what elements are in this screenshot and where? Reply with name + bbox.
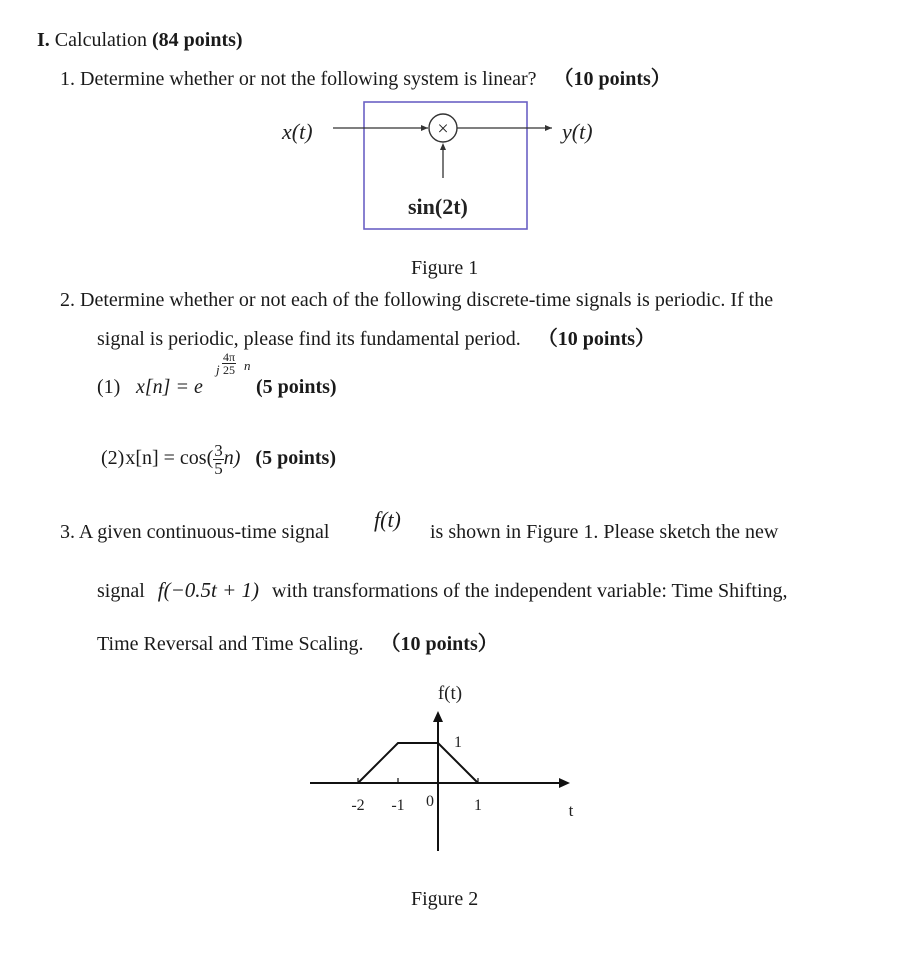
- x-axis-arrowhead: [559, 778, 570, 788]
- q2-points: （10 points）: [537, 328, 656, 350]
- q2-text-1: Determine whether or not each of the following discrete-time signals is periodic. If the: [80, 289, 774, 311]
- q2-part2-frac-den: 5: [214, 459, 223, 478]
- q2-part2-points: (5 points): [255, 447, 336, 470]
- x-axis-title: t: [568, 801, 574, 820]
- x-tick-label: -1: [391, 797, 405, 814]
- q2-part2-rhs: n): [223, 447, 241, 470]
- y-tick-label: 1: [454, 734, 462, 751]
- q2-part1-lhs: x[n] = e: [136, 376, 203, 398]
- y-axis-title: f(t): [437, 683, 463, 704]
- q2-number: 2.: [60, 289, 75, 311]
- figure1-caption: Figure 1: [411, 257, 479, 279]
- q2-part1-exp-j: j: [216, 362, 220, 377]
- q2-part2-lhs: x[n] = cos(: [125, 447, 214, 470]
- q3-text-a: A given continuous-time signal: [78, 521, 330, 543]
- q2-part1-exp-n: n: [244, 358, 251, 373]
- q2-part1-exp-den: 25: [223, 363, 236, 377]
- q3-points: （10 points）: [380, 633, 498, 655]
- x-tick-label: -2: [351, 797, 365, 814]
- x-tick-label: 0: [426, 793, 434, 810]
- x-tick-label: 1: [474, 797, 482, 814]
- section-number: I.: [37, 29, 50, 51]
- multiplier-symbol: ×: [437, 118, 449, 140]
- q3-line2-a: signal: [97, 580, 145, 602]
- q2-part1-exp-num: 4π: [223, 350, 236, 364]
- q3-text-b: is shown in Figure 1. Please sketch the new: [430, 521, 779, 543]
- output-label: y(t): [562, 119, 593, 144]
- q2-part1-points: (5 points): [256, 376, 337, 398]
- q3-signal-name: f(t): [374, 507, 401, 532]
- input-label: x(t): [282, 119, 313, 144]
- q1-number: 1.: [60, 68, 75, 90]
- q2-part2-frac-num: 3: [214, 441, 223, 460]
- section-title: Calculation: [54, 29, 147, 51]
- q3-number: 3.: [60, 521, 75, 543]
- y-axis-arrowhead: [433, 711, 443, 722]
- section-points: (84 points): [152, 29, 243, 51]
- figure2-caption: Figure 2: [411, 888, 479, 910]
- q3-line3-text: Time Reversal and Time Scaling.: [97, 633, 364, 655]
- q1-points: （10 points）: [553, 68, 671, 90]
- q2-part2-label: (2): [101, 447, 125, 470]
- q3-new-signal: f(−0.5t + 1): [157, 578, 260, 602]
- q2-part1-label: (1): [97, 376, 121, 398]
- q3-line2-b: with transformations of the independent variable: Time Shifting,: [272, 580, 788, 602]
- modulator-label: sin(2t): [408, 194, 468, 219]
- q2-text-2: signal is periodic, please find its fundamental period.: [97, 328, 521, 350]
- q1-text: Determine whether or not the following system is linear?: [80, 68, 537, 90]
